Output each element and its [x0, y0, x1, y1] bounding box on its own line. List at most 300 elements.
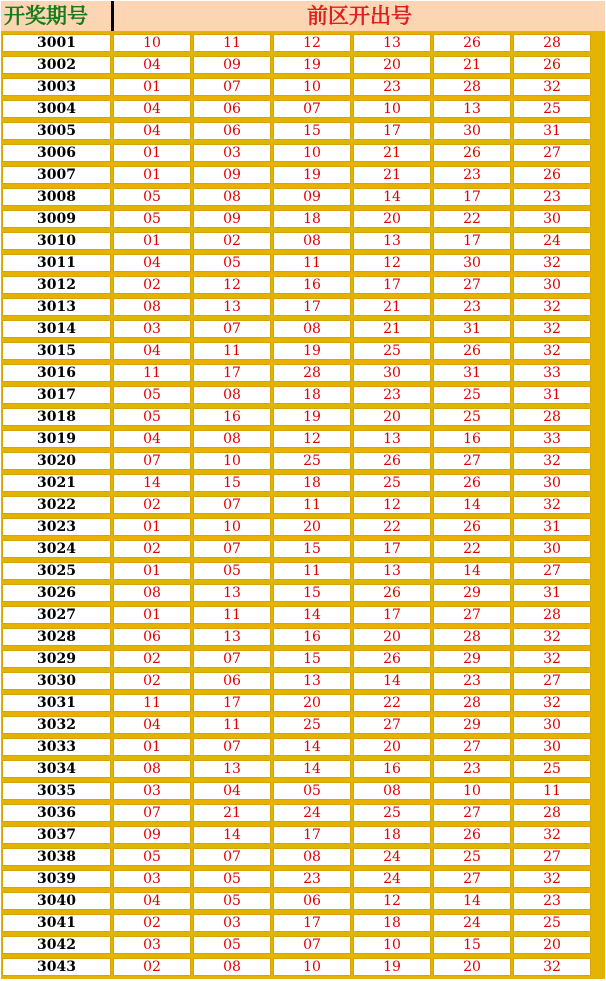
front-number-cell: 14: [353, 672, 431, 690]
front-number-cell: 26: [433, 342, 511, 360]
table-row: [1, 143, 605, 165]
issue-number-cell: 3004: [2, 100, 111, 118]
front-number-cell: 08: [193, 188, 271, 206]
front-number-cell: 27: [433, 276, 511, 294]
front-number-cell: 18: [353, 826, 431, 844]
front-number-cell: 17: [433, 232, 511, 250]
front-number-cell: 27: [433, 870, 511, 888]
front-number-cell: 17: [273, 298, 351, 316]
table-row: [1, 473, 605, 495]
front-number-cell: 05: [113, 386, 191, 404]
front-number-cell: 20: [433, 958, 511, 976]
front-number-cell: 20: [353, 56, 431, 74]
front-number-cell: 19: [273, 408, 351, 426]
front-number-cell: 04: [193, 782, 271, 800]
issue-number-cell: 3035: [2, 782, 111, 800]
issue-number-cell: 3027: [2, 606, 111, 624]
front-number-cell: 26: [353, 584, 431, 602]
front-number-cell: 11: [273, 254, 351, 272]
front-number-cell: 19: [273, 342, 351, 360]
table-row: [1, 891, 605, 913]
front-number-cell: 08: [113, 584, 191, 602]
front-number-cell: 30: [513, 474, 591, 492]
issue-number-cell: 3025: [2, 562, 111, 580]
front-number-cell: 13: [273, 672, 351, 690]
table-row: [1, 605, 605, 627]
front-number-cell: 08: [193, 430, 271, 448]
front-number-cell: 17: [273, 826, 351, 844]
front-number-cell: 25: [513, 100, 591, 118]
table-row: [1, 429, 605, 451]
front-number-cell: 06: [113, 628, 191, 646]
front-number-cell: 13: [193, 298, 271, 316]
front-number-cell: 27: [433, 606, 511, 624]
front-number-cell: 19: [273, 166, 351, 184]
front-number-cell: 24: [353, 848, 431, 866]
front-number-cell: 13: [353, 34, 431, 52]
issue-number-cell: 3033: [2, 738, 111, 756]
issue-number-cell: 3023: [2, 518, 111, 536]
front-number-cell: 32: [513, 320, 591, 338]
front-number-cell: 25: [433, 386, 511, 404]
front-number-cell: 09: [113, 826, 191, 844]
front-number-cell: 28: [513, 804, 591, 822]
front-number-cell: 25: [433, 408, 511, 426]
table-row: [1, 803, 605, 825]
front-number-cell: 32: [513, 254, 591, 272]
front-number-cell: 13: [193, 760, 271, 778]
issue-number-cell: 3021: [2, 474, 111, 492]
front-number-cell: 31: [513, 518, 591, 536]
front-number-cell: 05: [113, 188, 191, 206]
front-number-cell: 01: [113, 606, 191, 624]
front-number-cell: 05: [193, 254, 271, 272]
front-number-cell: 17: [353, 606, 431, 624]
table-row: [1, 847, 605, 869]
front-number-cell: 05: [113, 210, 191, 228]
front-number-cell: 20: [353, 408, 431, 426]
front-number-cell: 23: [433, 760, 511, 778]
front-number-cell: 25: [433, 848, 511, 866]
table-row: [1, 935, 605, 957]
front-number-cell: 20: [353, 738, 431, 756]
table-header: [1, 1, 605, 31]
table-row: [1, 385, 605, 407]
front-number-cell: 21: [353, 298, 431, 316]
front-number-cell: 04: [113, 254, 191, 272]
issue-number-cell: 3022: [2, 496, 111, 514]
front-number-cell: 02: [113, 914, 191, 932]
front-number-cell: 28: [513, 408, 591, 426]
front-number-cell: 28: [513, 606, 591, 624]
front-number-cell: 15: [273, 540, 351, 558]
front-number-cell: 12: [193, 276, 271, 294]
front-number-cell: 15: [273, 584, 351, 602]
table-row: [1, 77, 605, 99]
table-row: [1, 957, 605, 979]
front-number-cell: 10: [273, 78, 351, 96]
front-number-cell: 01: [113, 144, 191, 162]
table-row: [1, 671, 605, 693]
front-number-cell: 05: [193, 870, 271, 888]
front-number-cell: 21: [193, 804, 271, 822]
table-row: [1, 187, 605, 209]
front-number-cell: 32: [513, 496, 591, 514]
front-number-cell: 16: [433, 430, 511, 448]
issue-number-cell: 3030: [2, 672, 111, 690]
front-number-cell: 25: [273, 452, 351, 470]
front-number-cell: 07: [193, 540, 271, 558]
issue-number-cell: 3041: [2, 914, 111, 932]
front-number-cell: 26: [433, 826, 511, 844]
front-number-cell: 30: [433, 254, 511, 272]
issue-number-cell: 3043: [2, 958, 111, 976]
front-number-cell: 28: [513, 34, 591, 52]
front-number-cell: 06: [193, 672, 271, 690]
table-row: [1, 583, 605, 605]
issue-number-cell: 3002: [2, 56, 111, 74]
front-number-cell: 15: [433, 936, 511, 954]
front-number-cell: 21: [353, 144, 431, 162]
front-number-cell: 07: [193, 496, 271, 514]
front-number-cell: 12: [273, 430, 351, 448]
front-number-cell: 17: [353, 276, 431, 294]
front-number-cell: 07: [193, 650, 271, 668]
front-number-cell: 30: [433, 122, 511, 140]
front-number-cell: 18: [273, 474, 351, 492]
front-number-cell: 22: [433, 540, 511, 558]
front-number-cell: 03: [193, 914, 271, 932]
issue-number-cell: 3018: [2, 408, 111, 426]
issue-number-cell: 3017: [2, 386, 111, 404]
front-number-cell: 05: [193, 892, 271, 910]
front-number-cell: 14: [433, 496, 511, 514]
issue-number-cell: 3029: [2, 650, 111, 668]
front-number-cell: 06: [193, 122, 271, 140]
issue-number-cell: 3006: [2, 144, 111, 162]
front-number-cell: 30: [513, 716, 591, 734]
front-number-cell: 30: [353, 364, 431, 382]
front-number-cell: 27: [353, 716, 431, 734]
front-number-cell: 13: [433, 100, 511, 118]
front-number-cell: 27: [433, 804, 511, 822]
front-number-cell: 29: [433, 584, 511, 602]
front-number-cell: 08: [113, 760, 191, 778]
front-number-cell: 08: [193, 386, 271, 404]
front-number-cell: 19: [353, 958, 431, 976]
front-number-cell: 30: [513, 540, 591, 558]
front-number-cell: 09: [273, 188, 351, 206]
front-number-cell: 12: [273, 34, 351, 52]
issue-number-cell: 3038: [2, 848, 111, 866]
table-row: [1, 495, 605, 517]
front-number-cell: 13: [353, 562, 431, 580]
front-number-cell: 32: [513, 650, 591, 668]
front-number-cell: 33: [513, 430, 591, 448]
front-number-cell: 15: [193, 474, 271, 492]
front-number-cell: 02: [113, 650, 191, 668]
front-number-cell: 08: [273, 232, 351, 250]
front-number-cell: 09: [193, 210, 271, 228]
front-number-cell: 29: [433, 650, 511, 668]
front-number-cell: 23: [273, 870, 351, 888]
front-number-cell: 31: [513, 386, 591, 404]
front-number-cell: 27: [513, 562, 591, 580]
front-number-cell: 18: [353, 914, 431, 932]
issue-number-cell: 3005: [2, 122, 111, 140]
issue-number-cell: 3031: [2, 694, 111, 712]
table-row: [1, 539, 605, 561]
issue-number-cell: 3036: [2, 804, 111, 822]
front-number-cell: 04: [113, 100, 191, 118]
front-number-cell: 32: [513, 870, 591, 888]
front-number-cell: 32: [513, 694, 591, 712]
front-number-cell: 03: [193, 144, 271, 162]
front-number-cell: 20: [353, 210, 431, 228]
table-row: [1, 517, 605, 539]
front-number-cell: 15: [273, 122, 351, 140]
front-number-cell: 06: [273, 892, 351, 910]
front-number-cell: 07: [113, 804, 191, 822]
front-number-cell: 14: [433, 892, 511, 910]
issue-number-cell: 3039: [2, 870, 111, 888]
front-number-cell: 24: [353, 870, 431, 888]
front-number-cell: 07: [193, 738, 271, 756]
front-number-cell: 32: [513, 342, 591, 360]
front-number-cell: 05: [273, 782, 351, 800]
table-row: [1, 209, 605, 231]
front-number-cell: 32: [513, 958, 591, 976]
issue-number-cell: 3003: [2, 78, 111, 96]
front-number-cell: 02: [113, 276, 191, 294]
front-number-cell: 14: [433, 562, 511, 580]
front-number-cell: 23: [513, 892, 591, 910]
table-row: [1, 341, 605, 363]
front-number-cell: 25: [513, 914, 591, 932]
front-number-cell: 23: [433, 298, 511, 316]
front-number-cell: 26: [353, 650, 431, 668]
issue-number-cell: 3016: [2, 364, 111, 382]
front-number-cell: 08: [353, 782, 431, 800]
front-number-cell: 13: [193, 584, 271, 602]
front-number-cell: 10: [273, 144, 351, 162]
front-number-cell: 07: [113, 452, 191, 470]
table-row: [1, 451, 605, 473]
front-number-cell: 14: [113, 474, 191, 492]
table-row: [1, 99, 605, 121]
table-row: [1, 913, 605, 935]
front-number-cell: 26: [433, 474, 511, 492]
issue-number-cell: 3019: [2, 430, 111, 448]
front-number-cell: 11: [193, 342, 271, 360]
front-number-cell: 04: [113, 892, 191, 910]
table-row: [1, 33, 605, 55]
front-number-cell: 04: [113, 430, 191, 448]
front-number-cell: 13: [353, 430, 431, 448]
front-number-cell: 08: [273, 320, 351, 338]
front-number-cell: 31: [513, 584, 591, 602]
issue-number-cell: 3042: [2, 936, 111, 954]
front-number-cell: 10: [353, 100, 431, 118]
table-row: [1, 55, 605, 77]
table-row: [1, 825, 605, 847]
front-number-cell: 15: [273, 650, 351, 668]
front-number-cell: 21: [353, 320, 431, 338]
issue-column-header: 开奖期号: [1, 1, 114, 31]
front-number-cell: 05: [113, 848, 191, 866]
front-number-cell: 12: [353, 496, 431, 514]
front-number-cell: 20: [513, 936, 591, 954]
front-number-cell: 22: [353, 694, 431, 712]
front-number-cell: 14: [273, 760, 351, 778]
front-number-cell: 13: [193, 628, 271, 646]
front-number-cell: 30: [513, 210, 591, 228]
table-row: [1, 869, 605, 891]
front-number-cell: 27: [513, 672, 591, 690]
front-number-cell: 20: [353, 628, 431, 646]
issue-number-cell: 3014: [2, 320, 111, 338]
table-row: [1, 693, 605, 715]
front-number-cell: 13: [353, 232, 431, 250]
issue-number-cell: 3009: [2, 210, 111, 228]
front-number-cell: 31: [433, 320, 511, 338]
front-number-cell: 02: [113, 958, 191, 976]
front-number-cell: 11: [193, 34, 271, 52]
front-number-cell: 26: [433, 34, 511, 52]
front-number-cell: 32: [513, 78, 591, 96]
front-number-cell: 31: [513, 122, 591, 140]
front-number-cell: 03: [113, 870, 191, 888]
front-number-cell: 04: [113, 122, 191, 140]
front-number-cell: 12: [353, 892, 431, 910]
table-row: [1, 275, 605, 297]
front-number-cell: 23: [353, 78, 431, 96]
issue-number-cell: 3032: [2, 716, 111, 734]
front-number-cell: 23: [353, 386, 431, 404]
table-row: [1, 121, 605, 143]
front-number-cell: 20: [273, 518, 351, 536]
front-number-cell: 14: [353, 188, 431, 206]
front-number-cell: 10: [273, 958, 351, 976]
table-row: [1, 781, 605, 803]
front-number-cell: 16: [353, 760, 431, 778]
front-number-cell: 07: [273, 100, 351, 118]
front-number-cell: 11: [193, 716, 271, 734]
front-number-cell: 31: [433, 364, 511, 382]
front-number-cell: 16: [273, 628, 351, 646]
issue-number-cell: 3026: [2, 584, 111, 602]
front-number-cell: 14: [273, 606, 351, 624]
front-number-cell: 23: [433, 672, 511, 690]
front-number-cell: 25: [353, 804, 431, 822]
front-number-cell: 02: [113, 540, 191, 558]
front-number-cell: 26: [353, 452, 431, 470]
issue-number-cell: 3024: [2, 540, 111, 558]
front-number-cell: 16: [193, 408, 271, 426]
front-number-cell: 17: [273, 914, 351, 932]
front-number-cell: 09: [193, 166, 271, 184]
front-number-cell: 04: [113, 56, 191, 74]
front-number-cell: 19: [273, 56, 351, 74]
front-number-cell: 28: [433, 78, 511, 96]
front-number-cell: 14: [273, 738, 351, 756]
issue-number-cell: 3010: [2, 232, 111, 250]
front-number-cell: 01: [113, 78, 191, 96]
issue-number-cell: 3001: [2, 34, 111, 52]
front-number-cell: 01: [113, 166, 191, 184]
table-row: [1, 231, 605, 253]
results-table: [1, 31, 605, 979]
front-number-cell: 09: [193, 56, 271, 74]
front-number-cell: 18: [273, 210, 351, 228]
table-row: [1, 627, 605, 649]
front-number-cell: 02: [113, 672, 191, 690]
front-number-cell: 27: [433, 738, 511, 756]
front-number-cell: 08: [273, 848, 351, 866]
front-number-cell: 26: [433, 144, 511, 162]
front-number-cell: 27: [513, 848, 591, 866]
front-number-cell: 07: [193, 78, 271, 96]
front-number-cell: 17: [353, 122, 431, 140]
front-number-cell: 01: [113, 518, 191, 536]
front-number-cell: 11: [113, 364, 191, 382]
table-row: [1, 759, 605, 781]
front-number-cell: 27: [433, 452, 511, 470]
front-number-cell: 11: [273, 562, 351, 580]
lottery-results-sheet: [1, 1, 605, 979]
front-number-cell: 10: [193, 518, 271, 536]
front-number-cell: 16: [273, 276, 351, 294]
table-row: [1, 649, 605, 671]
front-number-cell: 24: [513, 232, 591, 250]
front-number-cell: 01: [113, 232, 191, 250]
front-number-cell: 22: [353, 518, 431, 536]
front-number-cell: 05: [193, 936, 271, 954]
issue-number-cell: 3012: [2, 276, 111, 294]
table-row: [1, 253, 605, 275]
front-number-cell: 07: [193, 848, 271, 866]
front-number-cell: 32: [513, 628, 591, 646]
front-number-cell: 24: [433, 914, 511, 932]
front-number-cell: 11: [113, 694, 191, 712]
front-number-cell: 26: [513, 166, 591, 184]
front-number-cell: 03: [113, 936, 191, 954]
front-number-cell: 04: [113, 342, 191, 360]
front-number-cell: 23: [513, 188, 591, 206]
front-number-cell: 01: [113, 562, 191, 580]
front-number-cell: 26: [513, 56, 591, 74]
issue-number-cell: 3034: [2, 760, 111, 778]
front-number-cell: 08: [193, 958, 271, 976]
front-number-cell: 01: [113, 738, 191, 756]
front-number-cell: 17: [433, 188, 511, 206]
issue-number-cell: 3013: [2, 298, 111, 316]
front-number-cell: 17: [353, 540, 431, 558]
front-number-cell: 32: [513, 826, 591, 844]
table-row: [1, 715, 605, 737]
table-row: [1, 319, 605, 341]
front-number-cell: 28: [273, 364, 351, 382]
front-number-cell: 02: [193, 232, 271, 250]
issue-number-cell: 3011: [2, 254, 111, 272]
table-row: [1, 407, 605, 429]
issue-number-cell: 3015: [2, 342, 111, 360]
front-number-cell: 12: [353, 254, 431, 272]
front-number-cell: 25: [353, 474, 431, 492]
table-row: [1, 561, 605, 583]
front-number-cell: 08: [113, 298, 191, 316]
front-number-cell: 18: [273, 386, 351, 404]
